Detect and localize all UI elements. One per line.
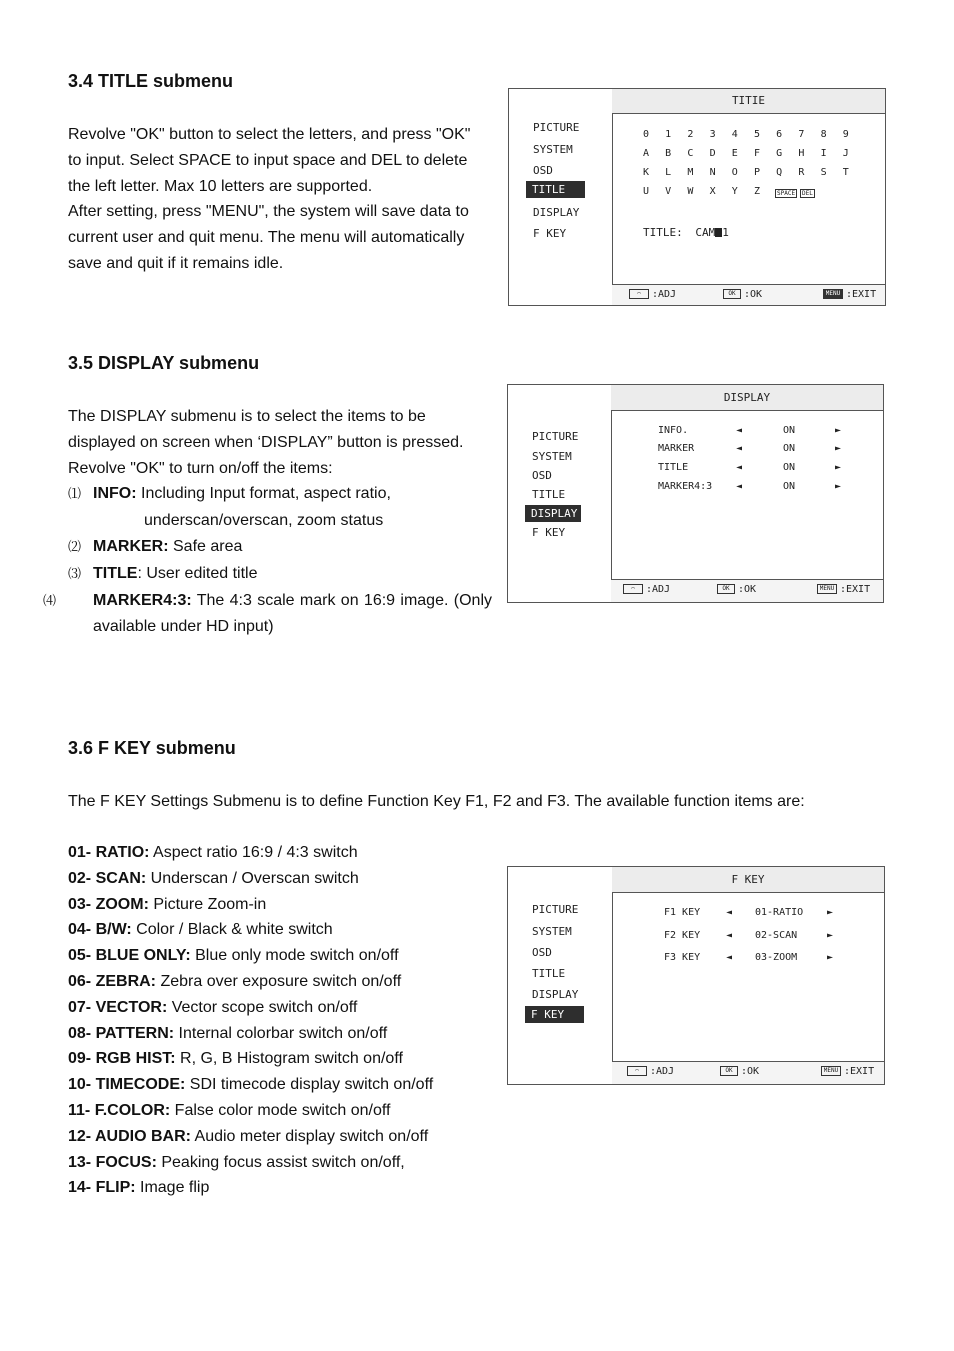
left-arrow-icon: ◄ bbox=[736, 425, 743, 436]
grid-char: K bbox=[642, 167, 650, 178]
menu-item-osd: OSD bbox=[533, 164, 553, 177]
grid-char: W bbox=[687, 186, 694, 197]
knob-icon: ⌒ bbox=[629, 289, 649, 299]
menu-item-title: TITLE bbox=[532, 488, 566, 501]
right-arrow-icon: ► bbox=[827, 952, 834, 963]
osd-header bbox=[611, 385, 883, 411]
osd-side-menu bbox=[508, 385, 612, 602]
function-item: 04- B/W: Color / Black & white switch bbox=[68, 921, 333, 939]
function-item: 02- SCAN: Underscan / Overscan switch bbox=[68, 869, 359, 887]
display-item-info-cont: underscan/overscan, zoom status bbox=[144, 512, 384, 530]
menu-item-system: SYSTEM bbox=[532, 925, 572, 938]
right-arrow-icon: ► bbox=[835, 462, 842, 473]
grid-char: Y bbox=[731, 186, 738, 197]
function-item: 12- AUDIO BAR: Audio meter display switch on/off bbox=[68, 1127, 429, 1145]
text-line: current user and quit menu. The menu will automatically bbox=[68, 229, 465, 247]
text-line: save and quit if it remains idle. bbox=[68, 254, 284, 272]
osd-fkey-screenshot bbox=[507, 866, 885, 1085]
display-item-info: ⑴ INFO: Including Input format, aspect ratio, bbox=[68, 485, 391, 503]
osd-side-menu bbox=[508, 867, 613, 1084]
function-item: 10- TIMECODE: SDI timecode display switch on/off bbox=[68, 1076, 434, 1094]
option-row: MARKER4:3 ◄ ON ► bbox=[658, 481, 842, 492]
menu-item-fkey-selected: F KEY bbox=[525, 1006, 584, 1023]
fkey-intro: The F KEY Settings Submenu is to define Function Key F1, F2 and F3. The available function items are: bbox=[68, 793, 805, 810]
osd-footer bbox=[612, 1061, 884, 1084]
grid-char: L bbox=[665, 167, 672, 178]
grid-char: P bbox=[753, 167, 761, 178]
footer-exit: MENU :EXIT bbox=[821, 1066, 874, 1077]
text-line: displayed on screen when ‘DISPLAY” button is pressed. bbox=[68, 433, 464, 451]
function-item: 06- ZEBRA: Zebra over exposure switch on/off bbox=[68, 972, 402, 990]
left-arrow-icon: ◄ bbox=[726, 952, 733, 963]
function-item: 08- PATTERN: Internal colorbar switch on/off bbox=[68, 1024, 388, 1042]
left-arrow-icon: ◄ bbox=[726, 930, 733, 941]
ok-key-icon: OK bbox=[717, 584, 735, 594]
display-item-title: ⑶ TITLE: User edited title bbox=[68, 564, 258, 582]
function-item: 03- ZOOM: Picture Zoom-in bbox=[68, 895, 267, 913]
function-item: 11- F.COLOR: False color mode switch on/off bbox=[68, 1101, 391, 1119]
footer-ok: OK :OK bbox=[720, 1066, 759, 1077]
grid-char: 9 bbox=[842, 129, 849, 140]
right-arrow-icon: ► bbox=[827, 907, 834, 918]
ok-key-icon: OK bbox=[723, 289, 741, 299]
title-entry-label: TITLE: bbox=[643, 226, 683, 239]
grid-char: T bbox=[842, 167, 849, 178]
right-arrow-icon: ► bbox=[835, 425, 842, 436]
grid-char: M bbox=[687, 167, 694, 178]
grid-char: U bbox=[642, 186, 650, 197]
grid-char: D bbox=[709, 148, 716, 159]
space-tag: SPACE bbox=[777, 190, 796, 197]
text-line: The DISPLAY submenu is to select the items to be bbox=[68, 408, 426, 425]
grid-char: O bbox=[731, 167, 738, 178]
title-entry bbox=[643, 226, 729, 239]
fkey-function-list bbox=[68, 840, 498, 1201]
grid-char: R bbox=[798, 167, 805, 178]
display-item-marker43: ⑷ MARKER4:3: The 4:3 scale mark on 16:9 image. (Only available under HD input) bbox=[43, 591, 492, 636]
footer-exit: MENU :EXIT bbox=[817, 584, 870, 595]
option-row: TITLE ◄ ON ► bbox=[658, 462, 842, 473]
grid-char: S bbox=[820, 167, 827, 178]
grid-char: 6 bbox=[776, 129, 783, 140]
text-line: After setting, press "MENU", the system will save data to bbox=[68, 203, 469, 221]
grid-char: 7 bbox=[798, 129, 805, 140]
section-heading-title: 3.4 TITLE submenu bbox=[68, 71, 234, 91]
footer-ok: OK :OK bbox=[717, 584, 756, 595]
left-arrow-icon: ◄ bbox=[736, 443, 743, 454]
menu-key-icon: MENU bbox=[823, 289, 843, 299]
grid-char: 5 bbox=[753, 129, 761, 140]
menu-item-fkey: F KEY bbox=[532, 526, 566, 539]
osd-footer bbox=[612, 284, 885, 305]
title-description bbox=[68, 122, 492, 277]
option-row: INFO. ◄ ON ► bbox=[658, 425, 842, 436]
menu-item-picture: PICTURE bbox=[532, 903, 579, 916]
osd-header-label: TITIE bbox=[731, 94, 766, 107]
menu-item-display-selected: DISPLAY bbox=[525, 505, 581, 522]
osd-header-label: DISPLAY bbox=[723, 391, 771, 404]
option-row: MARKER ◄ ON ► bbox=[658, 443, 842, 454]
osd-side-menu bbox=[509, 89, 613, 305]
footer-adj: ⌒ :ADJ bbox=[627, 1066, 674, 1077]
section-heading-display: 3.5 DISPLAY submenu bbox=[68, 353, 260, 373]
grid-char: F bbox=[753, 148, 761, 159]
menu-item-title: TITLE bbox=[532, 967, 566, 980]
menu-item-system: SYSTEM bbox=[533, 143, 573, 156]
knob-icon: ⌒ bbox=[627, 1066, 647, 1076]
right-arrow-icon: ► bbox=[827, 930, 834, 941]
function-item: 14- FLIP: Image flip bbox=[68, 1179, 210, 1197]
option-row: F3 KEY ◄ 03-ZOOM ► bbox=[664, 952, 834, 963]
osd-footer bbox=[611, 579, 883, 602]
function-item: 07- VECTOR: Vector scope switch on/off bbox=[68, 998, 358, 1016]
grid-char: 3 bbox=[709, 129, 716, 140]
menu-item-display: DISPLAY bbox=[532, 988, 579, 1001]
footer-exit: MENU :EXIT bbox=[823, 289, 876, 300]
function-item: 13- FOCUS: Peaking focus assist switch on/off, bbox=[68, 1153, 405, 1171]
text-line: the left letter. Max 10 letters are supported. bbox=[68, 177, 373, 195]
text-line: to input. Select SPACE to input space and DEL to delete bbox=[68, 151, 468, 169]
footer-adj: ⌒ :ADJ bbox=[623, 584, 670, 595]
knob-icon: ⌒ bbox=[623, 584, 643, 594]
left-arrow-icon: ◄ bbox=[736, 462, 743, 473]
option-row: F2 KEY ◄ 02-SCAN ► bbox=[664, 930, 834, 941]
display-item-marker: ⑵ MARKER: Safe area bbox=[68, 537, 243, 555]
menu-key-icon: MENU bbox=[821, 1066, 841, 1076]
grid-char: X bbox=[709, 186, 716, 197]
footer-ok: OK :OK bbox=[723, 289, 762, 300]
text-line: Revolve "OK" to turn on/off the items: bbox=[68, 459, 333, 477]
menu-item-display: DISPLAY bbox=[533, 206, 580, 219]
menu-item-fkey: F KEY bbox=[533, 227, 567, 240]
footer-adj: ⌒ :ADJ bbox=[629, 289, 676, 300]
title-entry-value: CAM bbox=[695, 226, 716, 239]
text-line: Revolve "OK" button to select the letters, and press "OK" bbox=[68, 126, 471, 143]
display-description bbox=[43, 404, 492, 640]
menu-item-picture: PICTURE bbox=[533, 121, 580, 134]
osd-header bbox=[612, 89, 885, 114]
menu-key-icon: MENU bbox=[817, 584, 837, 594]
grid-char: E bbox=[731, 148, 738, 159]
menu-item-osd: OSD bbox=[532, 469, 552, 482]
grid-char: I bbox=[820, 148, 827, 159]
menu-item-osd: OSD bbox=[532, 946, 552, 959]
grid-char: 2 bbox=[687, 129, 694, 140]
grid-char: 0 bbox=[642, 129, 650, 140]
grid-char: 1 bbox=[665, 129, 672, 140]
grid-char: G bbox=[776, 148, 783, 159]
function-item: 05- BLUE ONLY: Blue only mode switch on/off bbox=[68, 947, 399, 965]
del-tag: DEL bbox=[802, 190, 813, 197]
right-arrow-icon: ► bbox=[835, 481, 842, 492]
option-row: F1 KEY ◄ 01-RATIO ► bbox=[664, 907, 834, 918]
grid-char: C bbox=[687, 148, 694, 159]
left-arrow-icon: ◄ bbox=[736, 481, 743, 492]
grid-char: A bbox=[642, 148, 650, 159]
character-grid bbox=[640, 129, 860, 209]
grid-char: 8 bbox=[820, 129, 827, 140]
grid-char: 4 bbox=[731, 129, 738, 140]
section-heading-fkey: 3.6 F KEY submenu bbox=[68, 738, 236, 758]
ok-key-icon: OK bbox=[720, 1066, 738, 1076]
menu-item-title-selected: TITLE bbox=[526, 181, 585, 198]
menu-item-system: SYSTEM bbox=[532, 450, 572, 463]
grid-char: V bbox=[665, 186, 672, 197]
grid-char: Z bbox=[753, 186, 761, 197]
osd-header-label: F KEY bbox=[731, 873, 765, 886]
function-item: 01- RATIO: Aspect ratio 16:9 / 4:3 switch bbox=[68, 844, 358, 861]
menu-item-picture: PICTURE bbox=[532, 430, 579, 443]
right-arrow-icon: ► bbox=[835, 443, 842, 454]
left-arrow-icon: ◄ bbox=[726, 907, 733, 918]
function-item: 09- RGB HIST: R, G, B Histogram switch on/off bbox=[68, 1050, 403, 1068]
grid-char: B bbox=[665, 148, 672, 159]
grid-char: N bbox=[709, 167, 716, 178]
osd-display-screenshot bbox=[507, 384, 884, 603]
grid-char: Q bbox=[776, 167, 783, 178]
grid-char: J bbox=[842, 148, 849, 159]
title-entry-value-end: 1 bbox=[722, 226, 729, 239]
osd-header bbox=[612, 867, 884, 893]
grid-char: H bbox=[798, 148, 805, 159]
osd-title-screenshot bbox=[508, 88, 886, 306]
